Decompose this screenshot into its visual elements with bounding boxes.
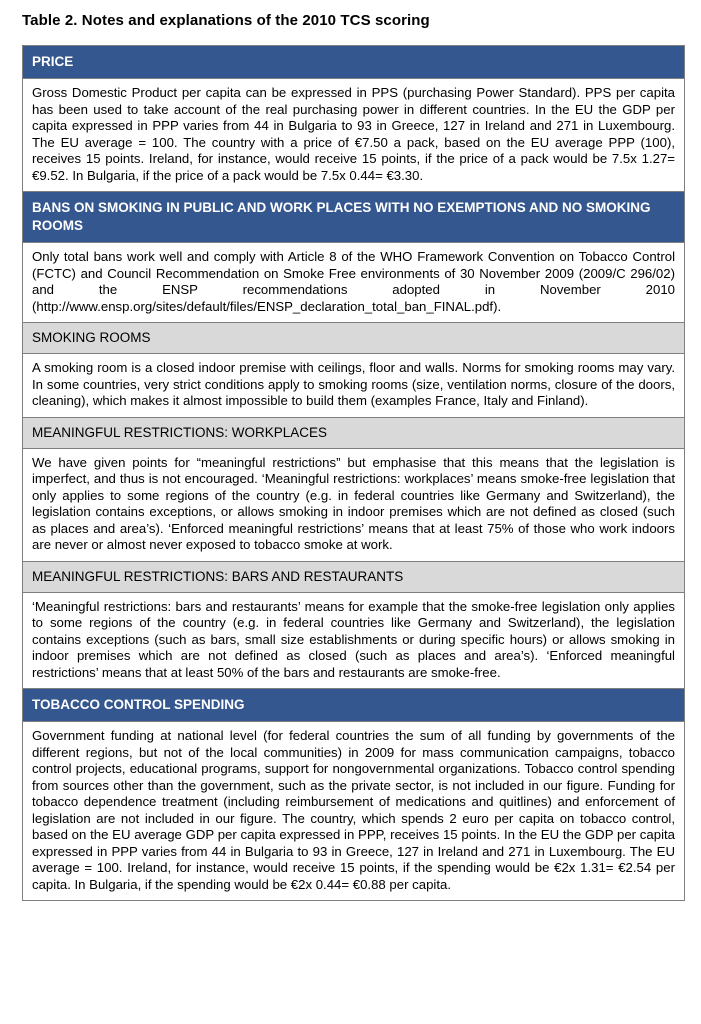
section-body-tobacco-control-spending: Government funding at national level (for federal countries the sum of all funding by governments of the different regions, but not of the local communities) in 2009 for mass communication campaigns, tobacco control projects, educational programs, support for nongovernmental organizations. Tobacco control spending from sources other than the government, such as the private sector, is not included in our figure. Funding for tobacco dependence treatment (including reimbursement of medications and quitlines) and enforcement of legislation are not included in our figure. The country, which spends 2 euro per capita on tobacco control, based on the EU average GDP per capita expressed in PPP, receives 15 points. In the EU the GDP per capita expressed in PPP varies from 44 in Bulgaria to 93 in Greece, 127 in Ireland and 271 in Luxembourg. The EU average = 100. Ireland, for instance, would receive 15 points, if the spending would be €2x 1.31= €2.54 per capita. In Bulgaria, if the spending would be €2x 0.44= €0.88 per capita. [23,722,684,900]
section-body-meaningful-restrictions-workplaces: We have given points for “meaningful restrictions” but emphasise that this means that the legislation is imperfect, and thus is not encouraged. ‘Meaningful restrictions: workplaces’ means smoke-free legislation that only applies to some regions of the country (e.g. in federal countries like Germany and Switzerland), the legislation contains exceptions, or allows smoking in indoor premises which are not defined as closed (such as places and area’s). ‘Enforced meaningful restrictions’ means that at least 75% of those who work indoors are never or almost never exposed to tobacco smoke at work. [23,449,684,562]
section-header-meaningful-restrictions-bars-restaurants: MEANINGFUL RESTRICTIONS: BARS AND RESTAURANTS [23,562,684,593]
section-header-bans-on-smoking: BANS ON SMOKING IN PUBLIC AND WORK PLACES WITH NO EXEMPTIONS AND NO SMOKING ROOMS [23,192,684,243]
section-header-smoking-rooms: SMOKING ROOMS [23,323,684,354]
section-body-meaningful-restrictions-bars-restaurants: ‘Meaningful restrictions: bars and restaurants’ means for example that the smoke-free legislation only applies to some regions of the country (e.g. in federal countries like Germany and Switzerland), the legislation contains exceptions (such as bars, small size establishments or during specific hours) or allows smoking in indoor premises which are not defined as closed (such as places and area’s). ‘Enforced meaningful restrictions’ means that at least 50% of the bars and restaurants are smoke-free. [23,593,684,690]
section-body-price: Gross Domestic Product per capita can be expressed in PPS (purchasing Power Standard). PPS per capita has been used to take account of the real purchasing power in different countries. In the EU the GDP per capita expressed in PPP varies from 44 in Bulgaria to 93 in Greece, 127 in Ireland and 271 in Luxembourg. The EU average = 100. The country with a price of €7.50 a pack, based on the EU average PPP (100), receives 15 points. Ireland, for instance, would receive 15 points, if the price of a pack would be 7.5x 1.27= €9.52. In Bulgaria, if the price of a pack would be 7.5x 0.44= €3.30. [23,79,684,192]
section-body-bans-on-smoking: Only total bans work well and comply with Article 8 of the WHO Framework Convention on Tobacco Control (FCTC) and Council Recommendation on Smoke Free environments of 30 November 2009 (2009/C 296/02) and the ENSP recommendations adopted in November 2010 (http://www.ensp.org/sites/default/files/ENSP_declaration_total_ban_FINAL.pdf). [23,243,684,323]
section-header-tobacco-control-spending: TOBACCO CONTROL SPENDING [23,689,684,722]
section-header-price: PRICE [23,46,684,79]
table-caption: Table 2. Notes and explanations of the 2010 TCS scoring [22,12,430,29]
notes-table [22,45,685,901]
section-body-smoking-rooms: A smoking room is a closed indoor premise with ceilings, floor and walls. Norms for smoking rooms may vary. In some countries, very strict conditions apply to smoking rooms (size, ventilation norms, closure of the doors, cleaning), which makes it almost impossible to build them (examples France, Italy and Finland). [23,354,684,418]
section-header-meaningful-restrictions-workplaces: MEANINGFUL RESTRICTIONS: WORKPLACES [23,418,684,449]
